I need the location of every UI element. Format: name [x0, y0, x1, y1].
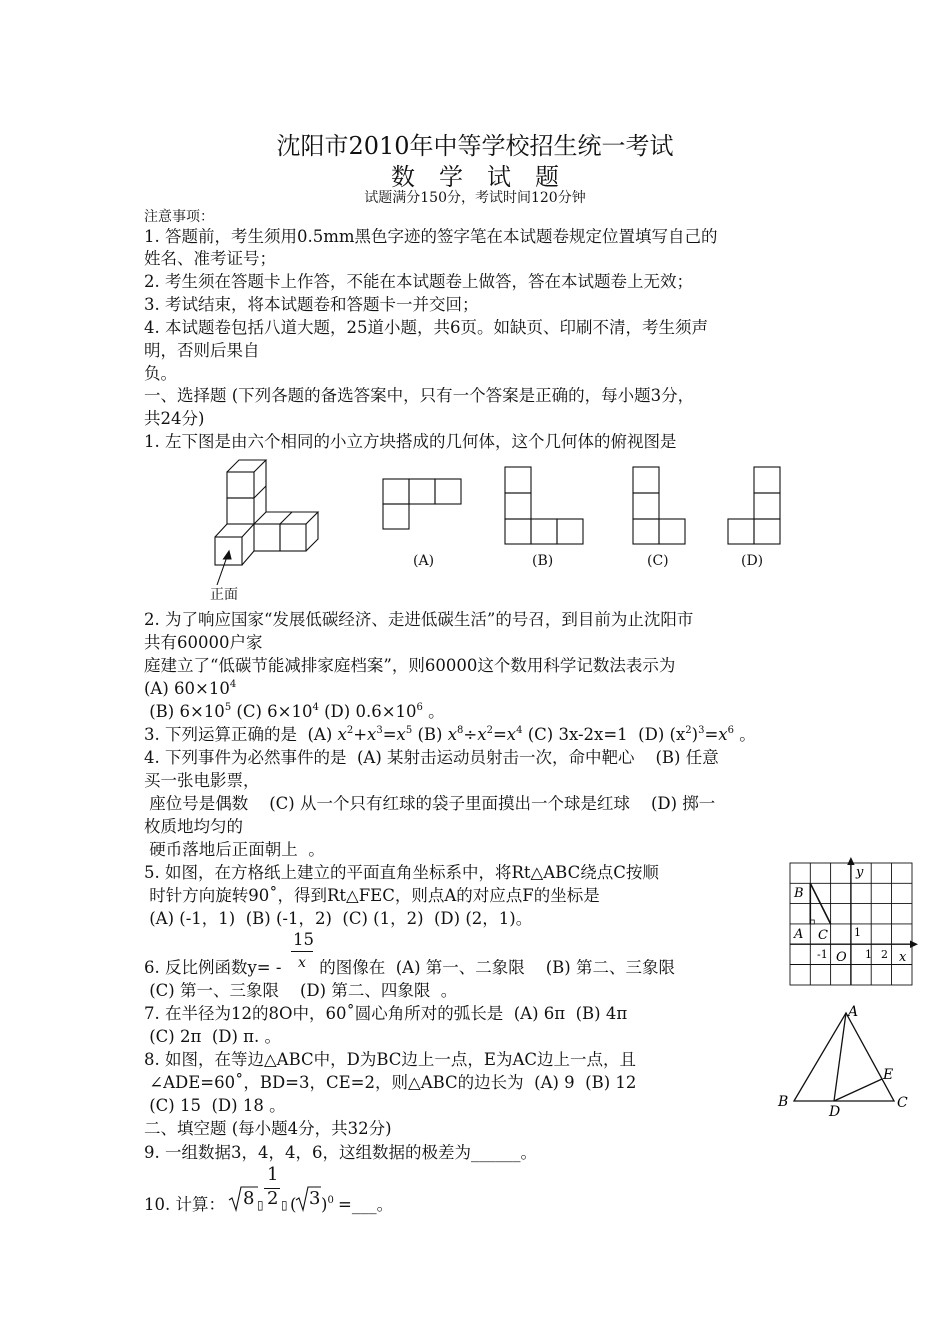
q8-label-e: E — [883, 1067, 894, 1083]
q4-line3: 座位号是偶数 (C) 从一个只有红球的袋子里面摸出一个球是红球 (D) 掷一 — [144, 794, 716, 813]
q6-line2: (C) 第一、三象限 (D) 第二、四象限 。 — [144, 981, 458, 1000]
q2-options-bcd — [144, 701, 445, 723]
q5-tick-1y: 1 — [854, 926, 861, 939]
notice-line: 负。 — [144, 364, 177, 383]
notice-line: 3. 考试结束，将本试题卷和答题卡一并交回； — [144, 295, 479, 314]
q2-option-a — [144, 678, 236, 700]
q8-label-c: C — [897, 1095, 908, 1111]
q3-end: 。 — [733, 725, 756, 744]
q7-line1: 7. 在半径为12的8O中，60˚圆心角所对的弧长是 (A) 6π (B) 4π — [144, 1004, 628, 1023]
option-a-label: (A) — [413, 553, 435, 569]
option-d-figure — [727, 466, 783, 546]
notice-line: 1. 答题前，考生须用0.5mm黑色字迹的签字笔在本试题卷规定位置填写自己的 — [144, 227, 718, 246]
q6-frac-num: 15 — [293, 930, 314, 949]
option-c-label: (C) — [647, 553, 669, 569]
q8-label-a: A — [848, 1004, 859, 1020]
q10-frac-num: 1 — [267, 1164, 279, 1185]
subject-title: 数 学 试 题 — [391, 163, 559, 191]
q10-rad2-value: 3 — [309, 1188, 321, 1209]
q8-line1: 8. 如图，在等边△ABC中，D为BC边上一点，E为AC边上一点，且 — [144, 1050, 637, 1069]
q3-prefix: 3. 下列运算正确的是 (A) — [144, 725, 338, 744]
q10-close-paren: )$^0$ — [321, 1195, 334, 1214]
exam-info: 试题满分150分，考试时间120分钟 — [364, 190, 586, 206]
section2-title: 二、填空题 (每小题4分，共32分) — [144, 1119, 392, 1138]
q3-c: (C) 3x-2x=1 — [522, 725, 639, 744]
q1-solid-figure — [205, 455, 330, 605]
q2-b-base: (B) 6×10 — [144, 702, 225, 721]
q1-text: 1. 左下图是由六个相同的小立方块搭成的几何体，这个几何体的俯视图是 — [144, 432, 677, 451]
q2-d-exp: 6 — [416, 702, 423, 713]
q3-b-prefix: (B) — [412, 725, 448, 744]
q8-label-d: D — [829, 1104, 841, 1120]
section1-title: 一、选择题 (下列各题的备选答案中，只有一个答案是正确的，每小题3分， — [144, 386, 695, 405]
q5-line2: 时针方向旋转90˚，得到Rt△FEC，则点A的对应点F的坐标是 — [144, 886, 600, 905]
q5-line1: 5. 如图，在方格纸上建立的平面直角坐标系中，将Rt△ABC绕点C按顺 — [144, 863, 659, 882]
q5-label-a: A — [794, 927, 804, 942]
q9-text: 9. 一组数据3，4，4，6，这组数据的极差为______。 — [144, 1143, 537, 1162]
q6-line1-prefix: 6. 反比例函数y= - — [144, 958, 282, 977]
q2-line3: 庭建立了“低碳节能减排家庭档案”，则60000这个数用科学记数法表示为 — [144, 656, 676, 675]
q4-line5: 硬币落地后正面朝上 。 — [144, 840, 325, 859]
notice-line: 明，否则后果自 — [144, 341, 260, 360]
option-c-figure — [632, 466, 688, 546]
option-a-figure — [382, 478, 464, 532]
q10-exp: 0 — [327, 1195, 334, 1206]
section1-title-cont: 共24分) — [144, 409, 205, 428]
q5-line3: (A) (-1，1) (B) (-1，2) (C) (1，2) (D) (2，1)。 — [144, 909, 533, 928]
exam-title: 沈阳市2010年中等学校招生统一考试 — [276, 132, 674, 160]
q2-a-exp: 4 — [229, 679, 237, 690]
q5-label-c: C — [818, 928, 828, 943]
q8-line3: (C) 15 (D) 18 。 — [144, 1096, 286, 1115]
q10-sep2: ▯ — [281, 1198, 288, 1212]
q5-label-y: y — [856, 865, 864, 880]
q2-c-exp: 4 — [312, 702, 319, 713]
q5-tick-1x: 1 — [865, 948, 872, 961]
q6-frac-den: x — [298, 955, 306, 971]
notice-heading: 注意事项： — [144, 209, 214, 225]
q2-c-base: (C) 6×10 — [231, 702, 313, 721]
q10-frac-den: 2 — [267, 1188, 279, 1209]
q10-sep1: ▯ — [257, 1198, 264, 1212]
q5-tick-neg1: -1 — [817, 948, 828, 961]
q5-grid-figure — [789, 860, 919, 990]
q5-label-x: x — [899, 950, 907, 965]
q3-line: 3. 下列运算正确的是 (A) $x^2+x^3=x^5$ (B) $x^8\div x^2=x^4$ (C) 3x-2x=1 (D) $(x^2)^3=x^6$ 。 — [144, 725, 756, 744]
q2-b-exp: 5 — [224, 702, 232, 713]
q7-line2: (C) 2π (D) π. 。 — [144, 1027, 282, 1046]
q8-label-b: B — [778, 1094, 789, 1110]
q10-suffix: =___。 — [338, 1195, 394, 1214]
q4-line1: 4. 下列事件为必然事件的是 (A) 某射击运动员射击一次，命中靶心 (B) 任意 — [144, 748, 719, 767]
q8-triangle-figure — [776, 1003, 916, 1123]
q4-line4: 枚质地均匀的 — [144, 817, 243, 836]
q2-end: 。 — [422, 702, 445, 721]
option-b-figure — [504, 466, 586, 546]
notice-line: 姓名、准考证号； — [144, 249, 276, 268]
q3-d-prefix: (D) (x — [638, 725, 686, 744]
q8-line2: ∠ADE=60˚，BD=3，CE=2，则△ABC的边长为 (A) 9 (B) 12 — [144, 1073, 637, 1092]
q5-label-o: O — [836, 950, 847, 965]
q2-a-base: (A) 60×10 — [144, 679, 230, 698]
q4-line2: 买一张电影票， — [144, 771, 260, 790]
front-label: 正面 — [210, 587, 238, 603]
q6-frac-bar — [291, 951, 313, 952]
option-d-label: (D) — [741, 553, 764, 569]
option-b-label: (B) — [532, 553, 554, 569]
q5-label-b: B — [794, 886, 804, 901]
q2-line1: 2. 为了响应国家“发展低碳经济、走进低碳生活”的号召，到目前为止沈阳市 — [144, 610, 694, 629]
q10-open-paren: ( — [290, 1195, 297, 1214]
q5-tick-2x: 2 — [881, 948, 888, 961]
notice-line: 4. 本试题卷包括八道大题，25道小题，共6页。如缺页、印刷不清，考生须声 — [144, 318, 708, 337]
q10-rad1-value: 8 — [243, 1188, 255, 1209]
q6-line1-suffix: 的图像在 (A) 第一、二象限 (B) 第二、三象限 — [314, 958, 675, 977]
q2-line2: 共有60000户家 — [144, 633, 263, 652]
notice-line: 2. 考生须在答题卡上作答，不能在本试题卷上做答，答在本试题卷上无效； — [144, 272, 693, 291]
q10-prefix: 10. 计算： — [144, 1195, 225, 1214]
q2-d-base: (D) 0.6×10 — [318, 702, 417, 721]
